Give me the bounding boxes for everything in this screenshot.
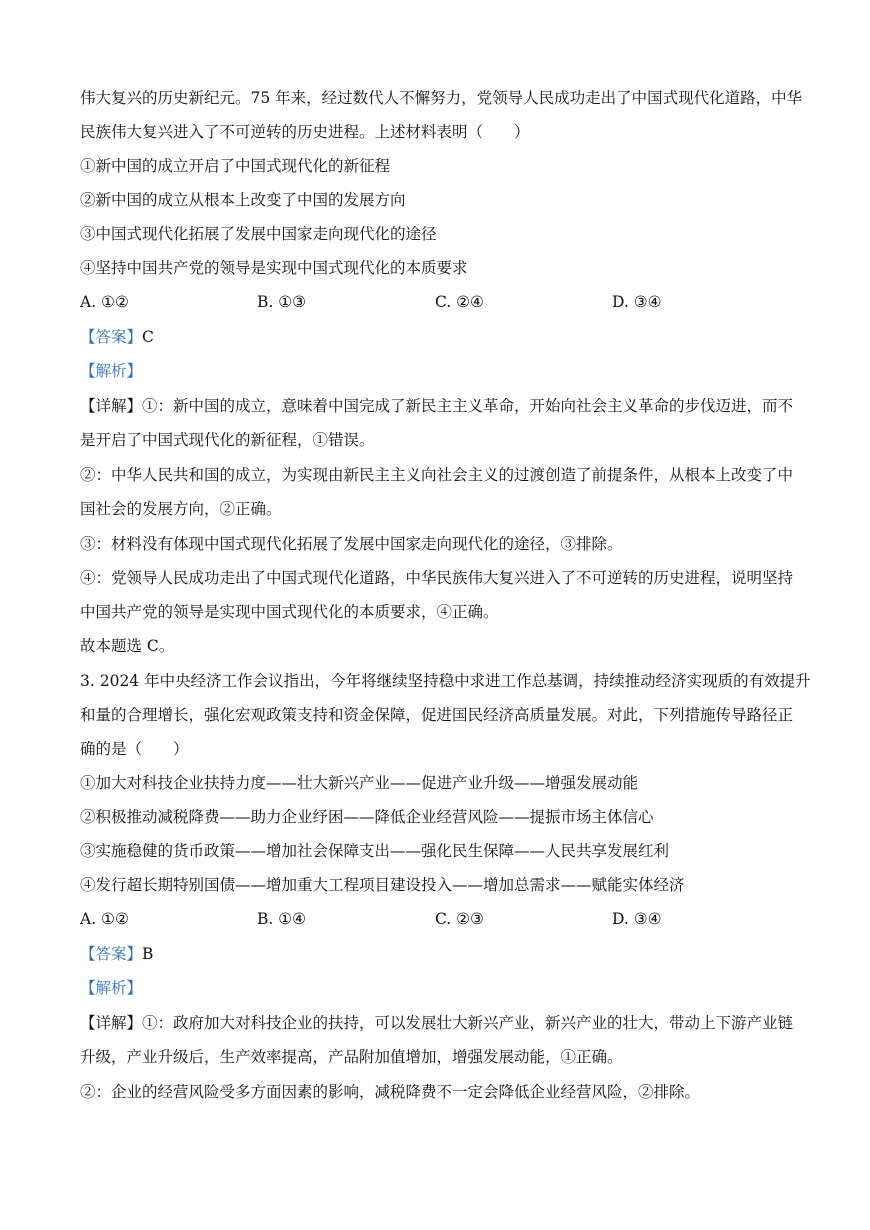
- detail-text: ①：政府加大对科技企业的扶持，可以发展壮大新兴产业，新兴产业的壮大，带动上下游产业链: [142, 1014, 794, 1032]
- option-a: A. ①②: [80, 293, 129, 311]
- question-3-stem-line: 确的是（ ）: [80, 740, 189, 758]
- question-2-analysis-label: [80, 361, 142, 381]
- question-2-detail-line: ②：中华人民共和国的成立，为实现由新民主主义向社会主义的过渡创造了前提条件，从根本上改变了中: [80, 466, 794, 484]
- answer-label: 【答案】: [80, 945, 143, 963]
- option-c: C. ②④: [435, 293, 484, 311]
- question-3-statement-1: ①加大对科技企业扶持力度——壮大新兴产业——促进产业升级——增强发展动能: [80, 774, 639, 792]
- question-3-statement-4: ④发行超长期特别国债——增加重大工程项目建设投入——增加总需求——赋能实体经济: [80, 876, 685, 894]
- question-3-detail-line: 升级，产业升级后，生产效率提高，产品附加值增加，增强发展动能，①正确。: [80, 1048, 623, 1066]
- option-d: D. ③④: [612, 293, 662, 311]
- analysis-label: 【解析】: [80, 362, 143, 380]
- option-b: B. ①④: [257, 910, 307, 928]
- question-3-statement-3: ③实施稳健的货币政策——增加社会保障支出——强化民生保障——人民共享发展红利: [80, 842, 670, 860]
- question-2-statement-4: ④坚持中国共产党的领导是实现中国式现代化的本质要求: [80, 259, 468, 277]
- option-c: C. ②③: [435, 910, 484, 928]
- option-b: B. ①③: [257, 293, 307, 311]
- question-3-stem-line: 和量的合理增长，强化宏观政策支持和资金保障，促进国民经济高质量发展。对此，下列措施传导路径正: [80, 706, 794, 724]
- answer-value: C: [142, 328, 154, 346]
- question-2-detail-line: ③：材料没有体现中国式现代化拓展了发展中国家走向现代化的途径，③排除。: [80, 535, 623, 553]
- question-2-detail-line: 中国共产党的领导是实现中国式现代化的本质要求，④正确。: [80, 603, 499, 621]
- question-2-detail-line: 是开启了中国式现代化的新征程，①错误。: [80, 431, 375, 449]
- option-a: A. ①②: [80, 910, 129, 928]
- analysis-label: 【解析】: [80, 979, 143, 997]
- question-2-statement-2: ②新中国的成立从根本上改变了中国的发展方向: [80, 191, 406, 209]
- question-3-stem-line: 3. 2024 年中央经济工作会议指出，今年将继续坚持稳中求进工作总基调，持续推动经济实现质的有效提升: [80, 672, 811, 690]
- answer-value: B: [142, 945, 154, 963]
- question-2-statement-3: ③中国式现代化拓展了发展中国家走向现代化的途径: [80, 225, 437, 243]
- question-3-answer: [80, 944, 153, 964]
- question-2-stem-line: 伟大复兴的历史新纪元。75 年来，经过数代人不懈努力，党领导人民成功走出了中国式现代化道路，中华: [80, 89, 803, 107]
- detail-text: ①：新中国的成立，意味着中国完成了新民主主义革命，开始向社会主义革命的步伐迈进，而不: [142, 397, 794, 415]
- detail-label: 【详解】: [80, 1014, 143, 1032]
- question-2-detail-line: ④：党领导人民成功走出了中国式现代化道路，中华民族伟大复兴进入了不可逆转的历史进程，说明坚持: [80, 569, 794, 587]
- answer-label: 【答案】: [80, 328, 143, 346]
- question-3-statement-2: ②积极推动减税降费——助力企业纾困——降低企业经营风险——提振市场主体信心: [80, 808, 654, 826]
- question-2-stem-line: 民族伟大复兴进入了不可逆转的历史进程。上述材料表明（ ）: [80, 123, 530, 141]
- question-2-statement-1: ①新中国的成立开启了中国式现代化的新征程: [80, 157, 391, 175]
- question-3-analysis-label: [80, 978, 142, 998]
- question-3-detail-line: [80, 1013, 793, 1033]
- question-2-detail-line: [80, 396, 793, 416]
- question-3-detail-line: ②：企业的经营风险受多方面因素的影响，减税降费不一定会降低企业经营风险，②排除。: [80, 1083, 701, 1101]
- question-2-answer: [80, 327, 154, 347]
- detail-label: 【详解】: [80, 397, 143, 415]
- question-2-conclusion: 故本题选 C。: [80, 637, 175, 655]
- option-d: D. ③④: [612, 910, 662, 928]
- question-2-detail-line: 国社会的发展方向，②正确。: [80, 500, 282, 518]
